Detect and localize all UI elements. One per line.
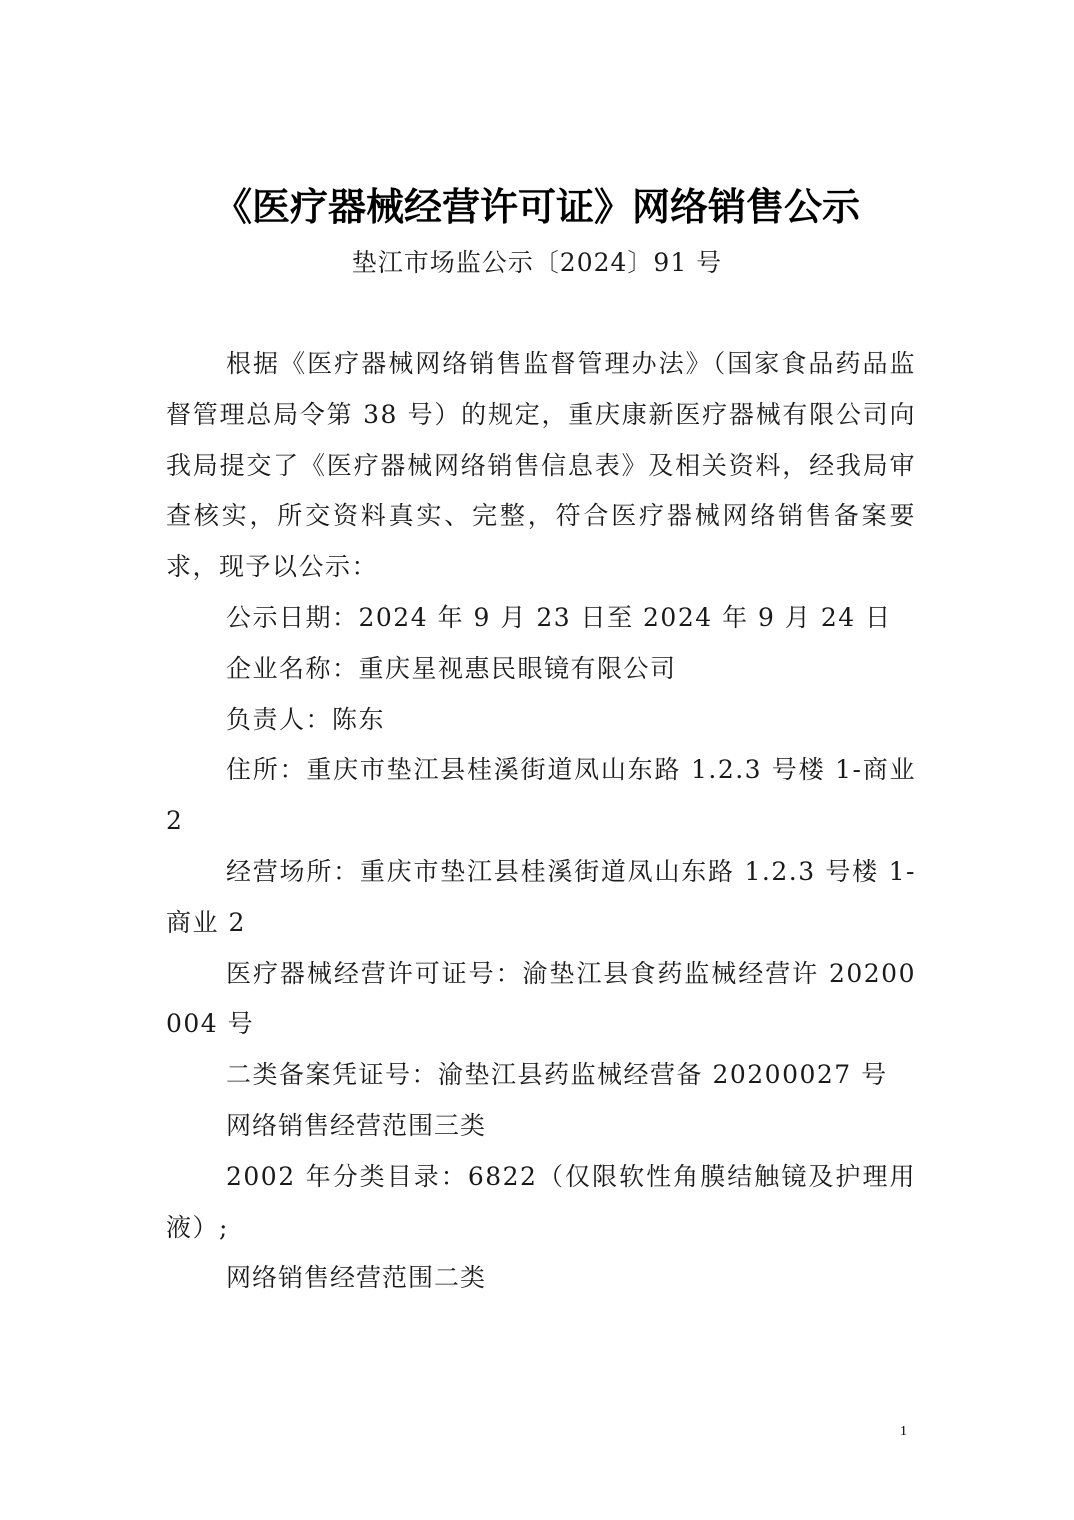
document-body	[166, 339, 916, 1304]
document-number: 垫江市场监公示〔2024〕91 号	[351, 248, 723, 277]
intro-paragraph: 根据《医疗器械网络销售监督管理办法》（国家食品药品监督管理总局令第 38 号）的规定，重庆康新医疗器械有限公司向我局提交了《医疗器械网络销售信息表》及相关资料，经我局审查核实，所交资料真实、完整，符合医疗器械网络销售备案要求，现予以公示：	[166, 349, 916, 582]
responsible-person: 负责人：陈东	[226, 704, 386, 734]
record-certificate-number: 二类备案凭证号：渝垫江县药监械经营备 20200027 号	[226, 1060, 888, 1090]
business-premises: 经营场所：重庆市垫江县桂溪街道凤山东路 1.2.3 号楼 1-商业 2	[166, 856, 916, 937]
company-name: 企业名称：重庆星视惠民眼镜有限公司	[226, 653, 677, 683]
scope-class-three-detail: 2002 年分类目录：6822（仅限软性角膜结触镜及护理用液）;	[166, 1161, 916, 1242]
license-number: 医疗器械经营许可证号：渝垫江县食药监械经营许 20200004 号	[166, 958, 916, 1039]
document-title: 《医疗器械经营许可证》网络销售公示	[213, 184, 860, 229]
registered-address: 住所：重庆市垫江县桂溪街道凤山东路 1.2.3 号楼 1-商业 2	[166, 755, 916, 836]
scope-class-three-heading: 网络销售经营范围三类	[226, 1110, 487, 1140]
scope-class-two-heading: 网络销售经营范围二类	[226, 1263, 487, 1293]
page-number: 1	[900, 1424, 907, 1439]
announcement-date: 公示日期：2024 年 9 月 23 日至 2024 年 9 月 24 日	[226, 602, 892, 632]
